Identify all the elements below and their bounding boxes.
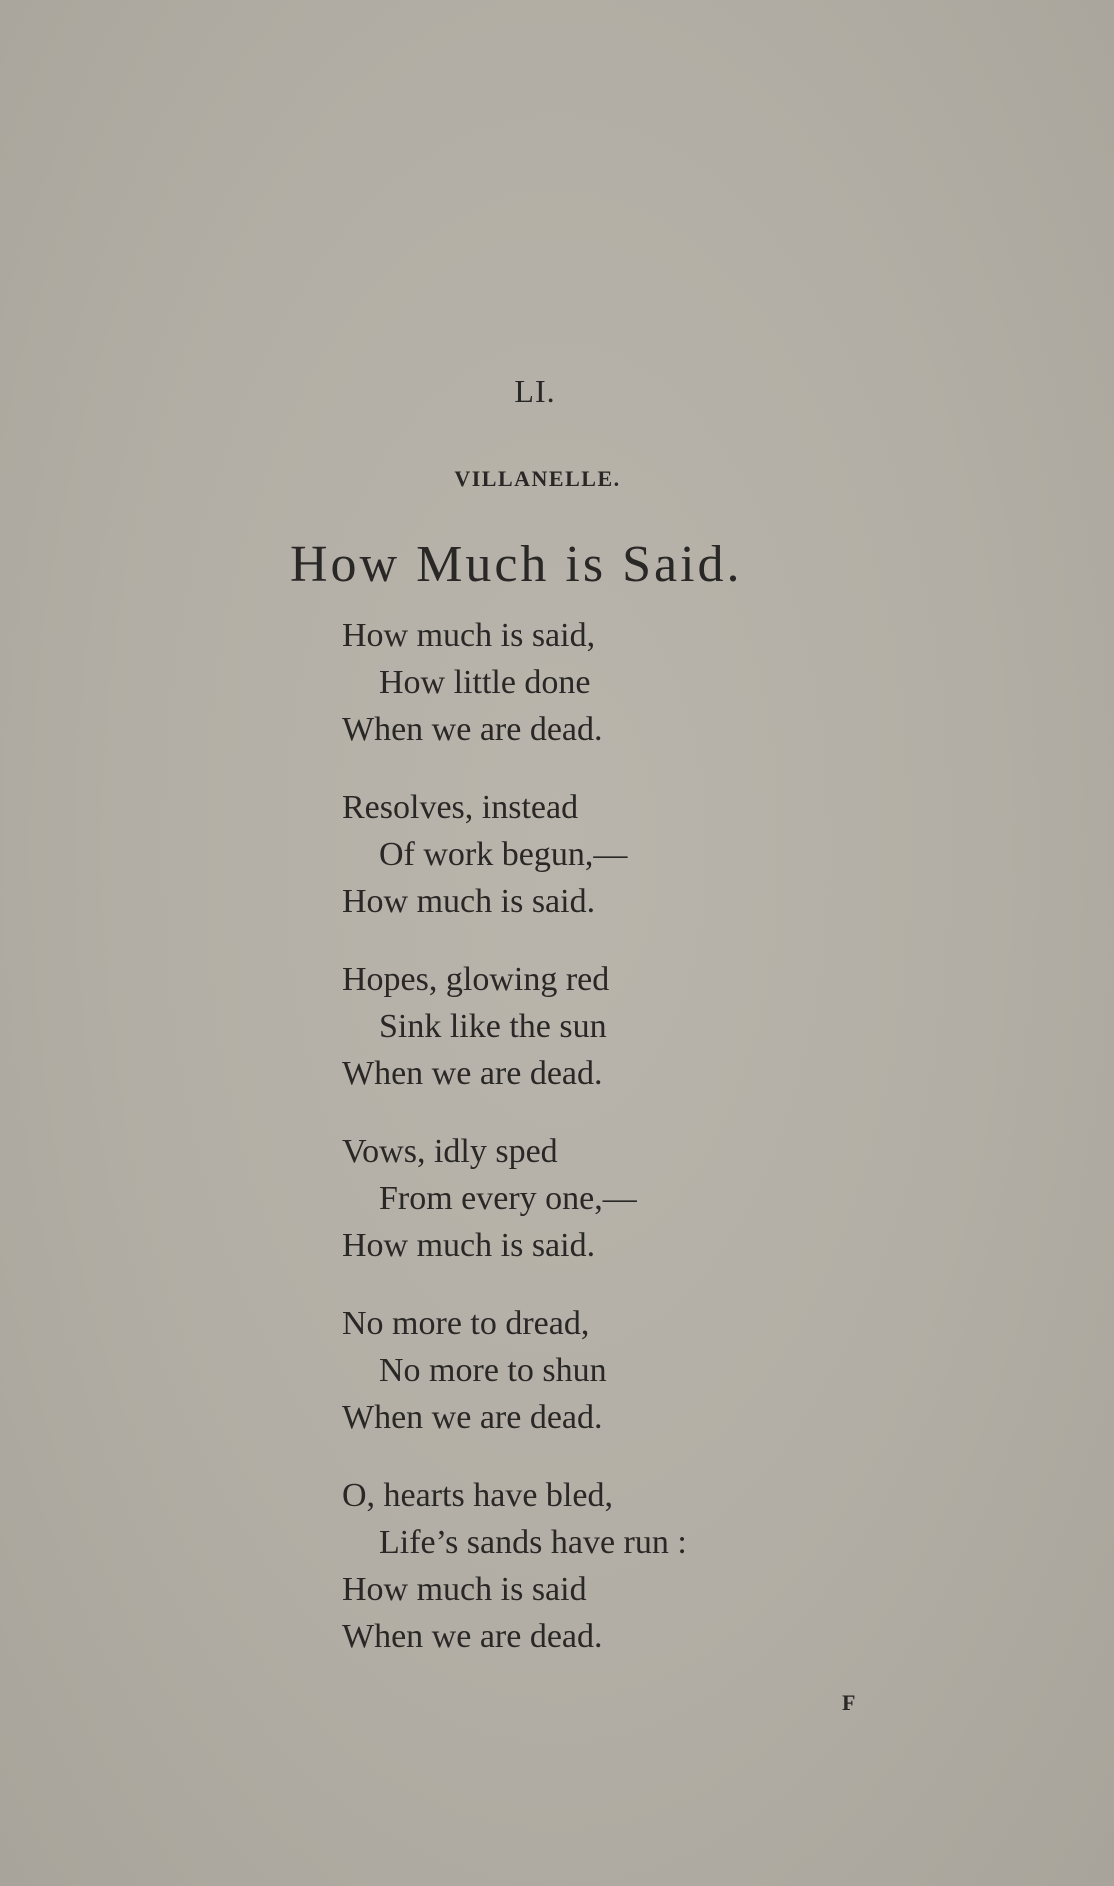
poem-line: When we are dead.: [342, 1618, 603, 1655]
poem-line: When we are dead.: [342, 1399, 603, 1436]
poem-line: Hopes, glowing red: [342, 961, 610, 998]
stanza: [342, 1300, 687, 1441]
poem-line: Sink like the sun: [379, 1008, 607, 1045]
stanza: [342, 956, 687, 1097]
poem-line: How much is said,: [342, 617, 596, 654]
poem-line: Life’s sands have run :: [379, 1524, 687, 1561]
poem-body: [342, 612, 687, 1691]
poem-line: Of work begun,—: [379, 836, 628, 873]
poem-line: How little done: [379, 664, 591, 701]
poem-line: When we are dead.: [342, 711, 603, 748]
poem-line: Vows, idly sped: [342, 1133, 558, 1170]
poem-line: From every one,—: [379, 1180, 637, 1217]
poem-line: No more to dread,: [342, 1305, 590, 1342]
signature-mark: F: [842, 1690, 856, 1715]
poem-form-label: VILLANELLE.: [454, 466, 621, 491]
poem-title: How Much is Said.: [290, 536, 743, 593]
poem-line: How much is said: [342, 1571, 587, 1608]
stanza: [342, 612, 687, 753]
stanza: [342, 784, 687, 925]
poem-line: O, hearts have bled,: [342, 1477, 613, 1514]
poem-line: How much is said.: [342, 883, 596, 920]
poem-line: No more to shun: [379, 1352, 607, 1389]
poem-number: LI.: [514, 373, 556, 409]
stanza: [342, 1472, 687, 1660]
stanza: [342, 1128, 687, 1269]
poem-line: When we are dead.: [342, 1055, 603, 1092]
poem-line: Resolves, instead: [342, 789, 579, 826]
poem-line: How much is said.: [342, 1227, 596, 1264]
